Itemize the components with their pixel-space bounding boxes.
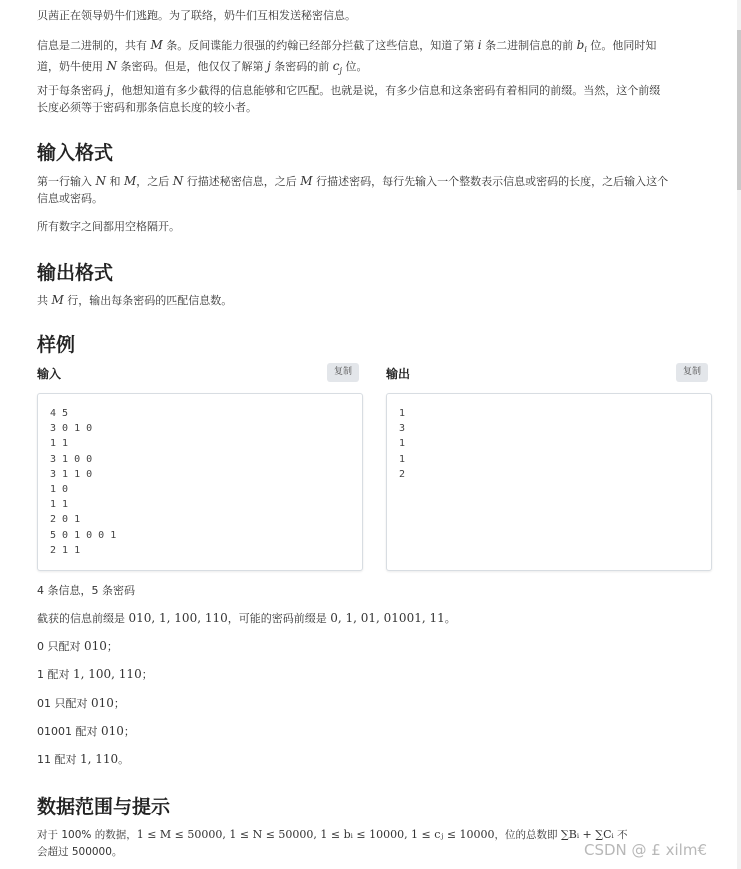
sample-output-line: 1	[399, 453, 406, 465]
explanation-line-6: 01001 配对 010；	[37, 724, 135, 738]
explanation-line-3: 0 只配对 010；	[37, 639, 118, 653]
sample-input-line: 1 1	[50, 438, 69, 450]
input-format-heading: 输入格式	[37, 142, 114, 164]
copy-input-button[interactable]: 复制	[327, 363, 359, 382]
copy-output-button[interactable]: 复制	[676, 363, 708, 382]
scrollbar-thumb[interactable]	[737, 30, 741, 190]
input-format-note: 所有数字之间都用空格隔开。	[37, 220, 180, 233]
sample-input-line: 5 0 1 0 0 1	[50, 529, 117, 541]
sample-input-line: 3 1 1 0	[50, 468, 93, 480]
explanation-line-5: 01 只配对 010；	[37, 696, 125, 710]
explanation-line-7: 11 配对 1, 110。	[37, 752, 130, 766]
explanation-line-1: 4 条信息，5 条密码	[37, 584, 135, 597]
output-format-heading: 输出格式	[37, 262, 114, 284]
output-format-paragraph: 共 M 行，输出每条密码的匹配信息数。	[37, 293, 233, 307]
sample-output-line: 3	[399, 423, 406, 435]
sample-input-label: 输入	[37, 367, 62, 381]
intro-paragraph-3: 对于每条密码 j，他想知道有多少截得的信息能够和它匹配。也就是说，有多少信息和这条密码有着相同的前缀。当然，这个前缀 长度必须等于密码和那条信息长度的较小者。	[37, 83, 661, 114]
sample-input-line: 2 1 1	[50, 544, 81, 556]
range-paragraph: 对于 100% 的数据，1 ≤ M ≤ 50000, 1 ≤ N ≤ 50000, 1 ≤ bᵢ ≤ 10000, 1 ≤ cⱼ ≤ 10000，位的总数即 ∑Bᵢ + ∑Cᵢ 不 会超过 500000。	[37, 828, 628, 858]
explanation-line-2: 截获的信息前缀是 010, 1, 100, 110，可能的密码前缀是 0, 1, 01, 01001, 11。	[37, 611, 456, 625]
sample-output-label: 输出	[386, 367, 411, 381]
sample-output-line: 2	[399, 468, 406, 480]
intro-paragraph-2: 信息是二进制的，共有 M 条。反间谍能力很强的约翰已经部分拦截了这些信息，知道了第 i 条二进制信息的前 $b_i$ 位。他同时知 道，奶牛使用 N 条密码。但是，他仅仅了解第 j 条密码的前 $c_j$ 位。	[37, 38, 657, 76]
sample-output-line: 1	[399, 438, 406, 450]
input-format-paragraph: 第一行输入 N 和 M，之后 N 行描述秘密信息，之后 M 行描述密码，每行先输入一个整数表示信息或密码的长度，之后输入这个 信息或密码。	[37, 174, 669, 205]
sample-input-line: 4 5	[50, 408, 69, 419]
csdn-watermark: CSDN @ £ xilm€	[584, 841, 707, 859]
sample-input-line: 1 1	[50, 499, 69, 511]
intro-paragraph-1: 贝茜正在领导奶牛们逃跑。为了联络，奶牛们互相发送秘密信息。	[37, 9, 356, 22]
sample-input-line: 3 0 1 0	[50, 423, 93, 435]
sample-output-box	[386, 393, 712, 571]
sample-input-box	[37, 393, 363, 571]
sample-input-line: 3 1 0 0	[50, 453, 93, 465]
range-heading: 数据范围与提示	[37, 796, 171, 818]
sample-input-line: 1 0	[50, 483, 69, 495]
sample-heading: 样例	[37, 334, 76, 356]
sample-output-lines	[399, 406, 405, 482]
sample-input-lines	[50, 406, 116, 558]
sample-output-line: 1	[399, 408, 406, 419]
sample-input-line: 2 0 1	[50, 514, 81, 526]
explanation-line-4: 1 配对 1, 100, 110；	[37, 667, 153, 681]
